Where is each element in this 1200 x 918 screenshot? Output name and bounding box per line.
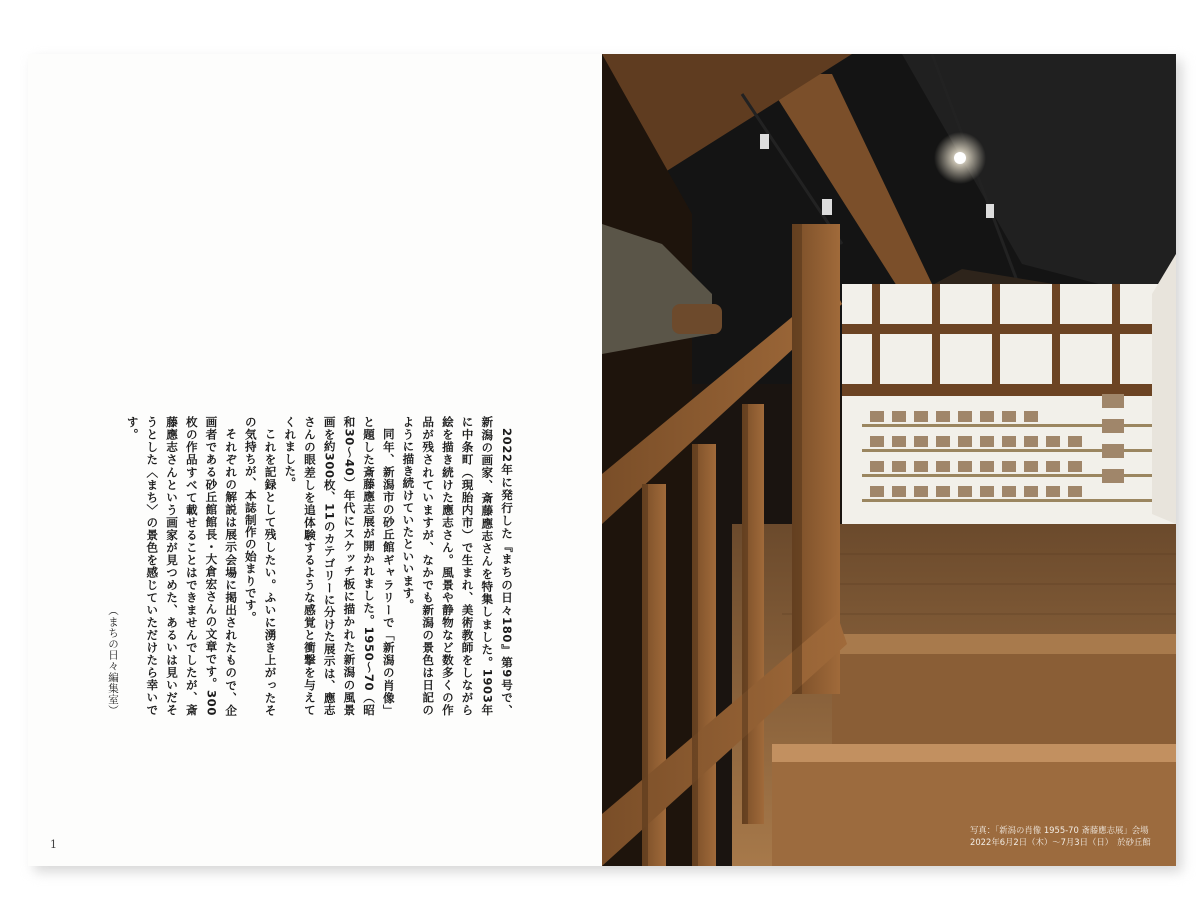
caption-line-2: 2022年6月2日（木）～7月3日（日） 於砂丘館 xyxy=(970,837,1151,847)
gallery-photo xyxy=(602,54,1176,866)
page-number: 1 xyxy=(50,838,57,851)
body-text xyxy=(106,416,516,716)
photo-caption xyxy=(970,824,1170,848)
caption-line-1: 写真：「新潟の肖像 1955-70 斎藤應志展」会場 xyxy=(970,825,1149,835)
book-spread xyxy=(28,54,1176,866)
right-page-photo xyxy=(602,54,1176,866)
body-paragraph-4: それぞれの解説は展示会場に掲出されたもので、企画者である砂丘館館長・大倉宏さんの文章です。300枚の作品すべて載せることはできませんでしたが、斎藤應志さんという画家が見つめた、あるいは見いだそうとした〈まち〉の景色を感じていただけたら幸いです。 xyxy=(125,416,239,716)
body-paragraph-1: 2022年に発行した『まちの日々180』第9号で、新潟の画家、斎藤應志さんを特集しました。1903年に中条町（現胎内市）で生まれ、美術教師をしながら絵を描き続けた應志さん。風景や静物など数多くの作品が残されていますが、なかでも新潟の景色は日記のように描き続けていたといいます。 xyxy=(401,416,514,716)
body-paragraph-2: 同年、新潟市の砂丘館ギャラリーで「新潟の肖像」と題した斎藤應志展が開かれました。1950～70（昭和30～40）年代にスケッチ板に描かれた新潟の風景画を約300枚、11のカテゴリーに分けた展示は、應志さんの眼差しを追体験するような感覚と衝撃を与えてくれました。 xyxy=(283,416,396,716)
left-page xyxy=(28,54,602,866)
body-paragraph-3: これを記録として残したい。ふいに湧き上がったその気持ちが、本誌制作の始まりです。 xyxy=(243,416,278,716)
signature: （まちの日々編集室） xyxy=(106,605,119,716)
